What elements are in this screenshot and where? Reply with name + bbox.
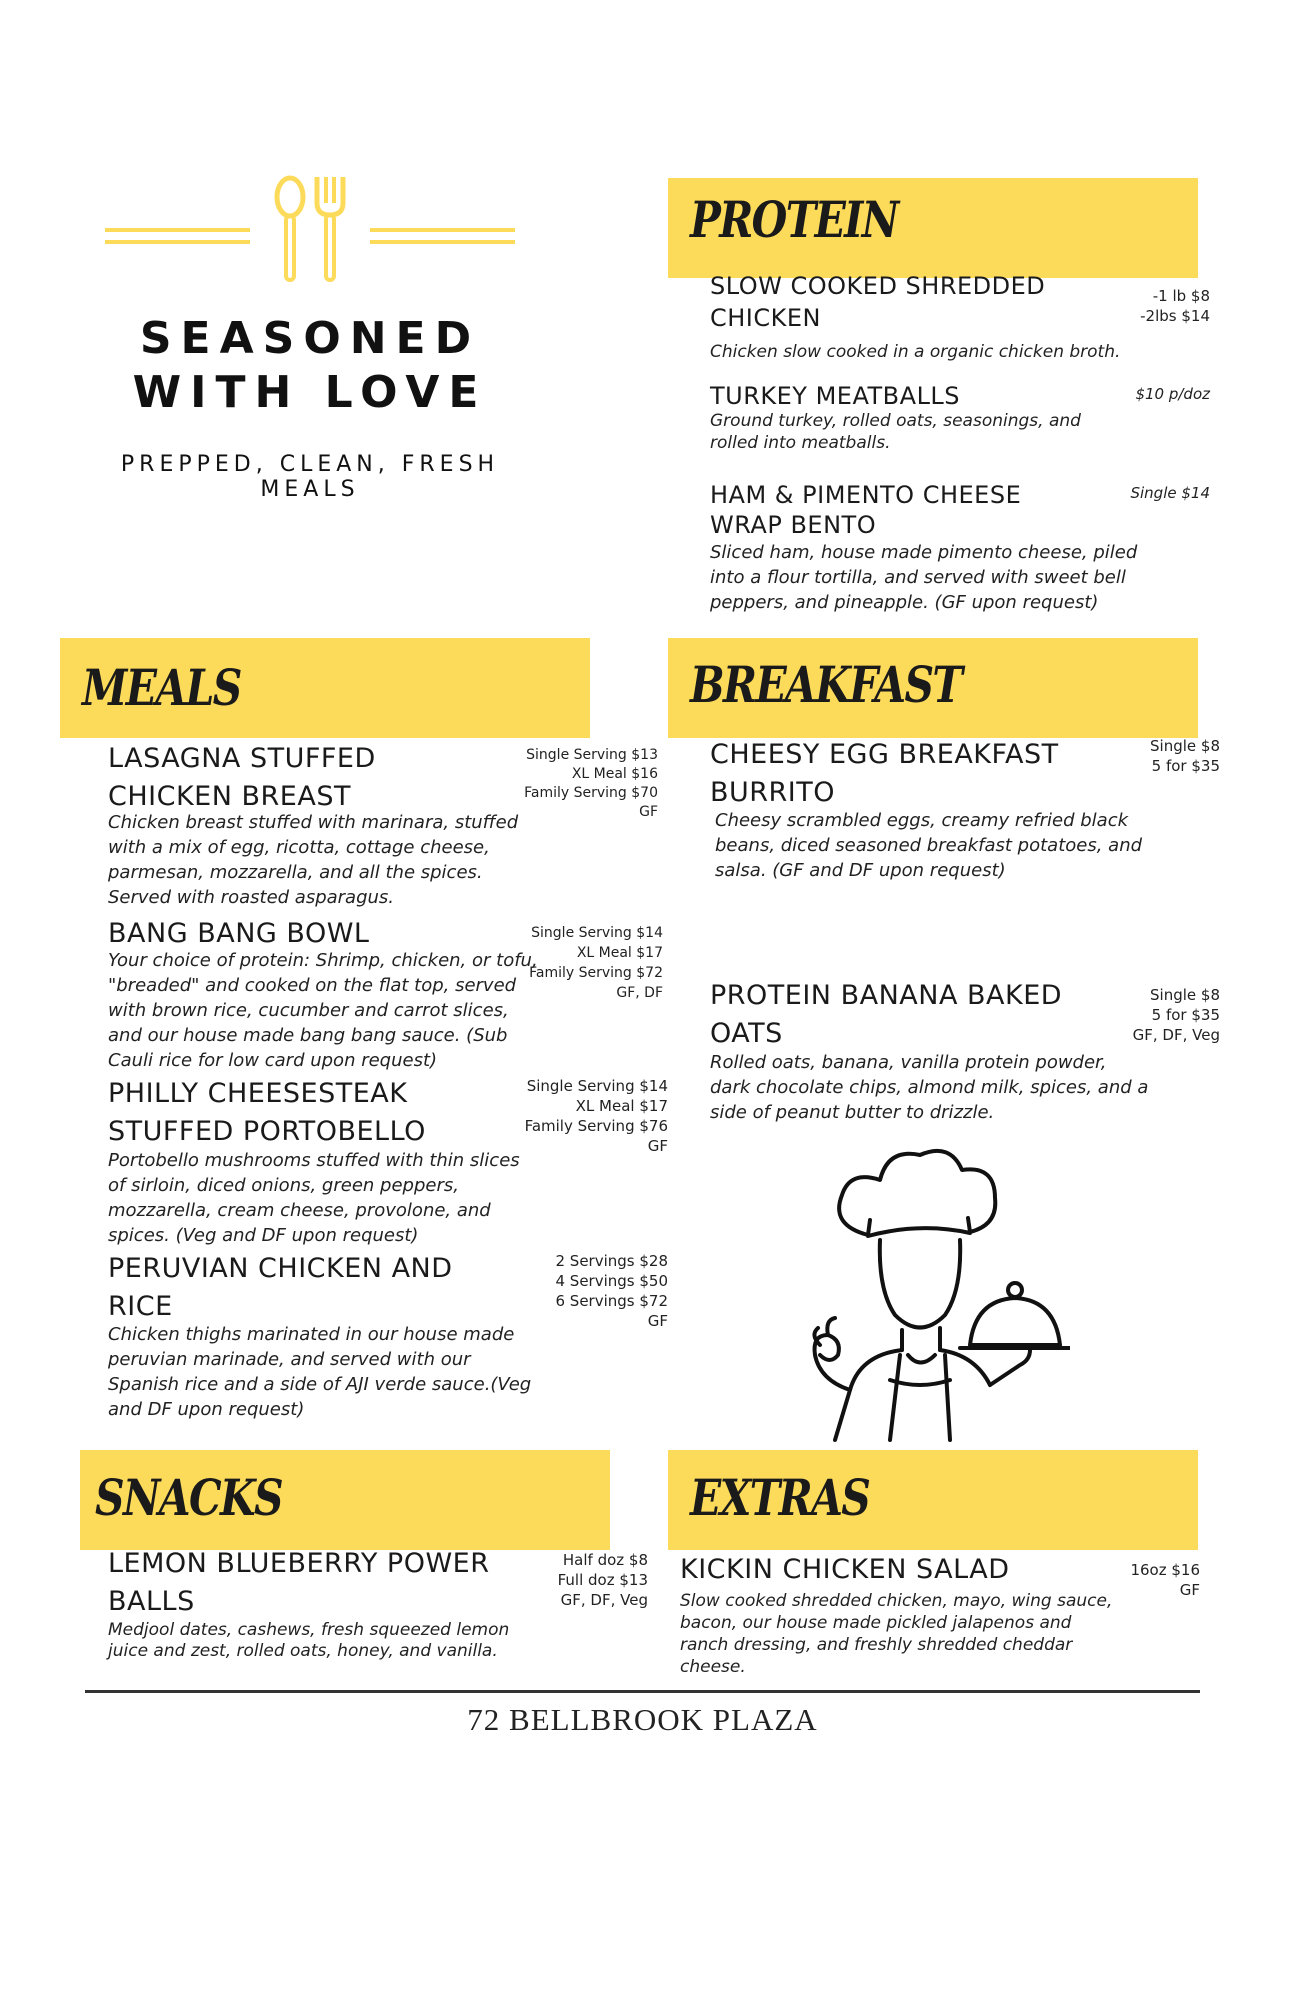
- menu-item-description: Ground turkey, rolled oats, seasonings, and rolled into meatballs.: [710, 411, 1081, 453]
- menu-item-description: Cheesy scrambled eggs, creamy refried black beans, diced seasoned breakfast potatoes, and salsa. (GF and DF upon request): [715, 810, 1143, 881]
- menu-item-description: Sliced ham, house made pimento cheese, piled into a flour tortilla, and served with sweet bell peppers, and pineapple. (GF upon request): [710, 542, 1138, 613]
- menu-item-name: KICKIN CHICKEN SALAD: [680, 1554, 1010, 1585]
- menu-item-price: Single Serving $13 XL Meal $16 Family Serving $70 GF: [524, 747, 658, 820]
- menu-item-name: PHILLY CHEESESTEAK STUFFED PORTOBELLO: [108, 1078, 426, 1147]
- menu-item-description: Chicken thighs marinated in our house made peruvian marinade, and served with our Spanish rice and a side of AJI verde sauce.(Veg and DF upon request): [108, 1324, 532, 1420]
- footer-divider: [85, 1690, 1200, 1693]
- brand-name: SEASONED WITH LOVE: [132, 313, 488, 418]
- menu-item-description: Slow cooked shredded chicken, mayo, wing sauce, bacon, our house made pickled jalapenos and ranch dressing, and freshly shredded cheddar cheese.: [680, 1591, 1113, 1677]
- menu-item-name: PROTEIN BANANA BAKED OATS: [710, 980, 1063, 1049]
- menu-item-price: Single $14: [1130, 484, 1210, 502]
- menu-item-price: $10 p/doz: [1135, 385, 1210, 403]
- menu-item-description: Rolled oats, banana, vanilla protein powder, dark chocolate chips, almond milk, spices, and a side of peanut butter to drizzle.: [710, 1052, 1149, 1123]
- menu-item-description: Chicken slow cooked in a organic chicken broth.: [710, 342, 1121, 362]
- menu-item-price: Single $8 5 for $35: [1150, 737, 1220, 775]
- menu-item-name: LASAGNA STUFFED CHICKEN BREAST: [108, 743, 376, 812]
- chef-illustration: [790, 1140, 1070, 1450]
- menu-item-name: LEMON BLUEBERRY POWER BALLS: [108, 1548, 490, 1617]
- menu-item-price: 2 Servings $28 4 Servings $50 6 Servings $72 GF: [555, 1252, 668, 1330]
- menu-item-description: Portobello mushrooms stuffed with thin slices of sirloin, diced onions, green peppers, mozzarella, cream cheese, provolone, and spices. (Veg and DF upon request): [108, 1150, 520, 1246]
- menu-item-price: Single Serving $14 XL Meal $17 Family Serving $72 GF, DF: [529, 925, 663, 1001]
- menu-item-description: Medjool dates, cashews, fresh squeezed lemon juice and zest, rolled oats, honey, and vanilla.: [108, 1620, 510, 1661]
- menu-item-price: Single $8 5 for $35 GF, DF, Veg: [1132, 986, 1220, 1044]
- menu-item-description: Your choice of protein: Shrimp, chicken, or tofu, "breaded" and cooked on the flat top, served with brown rice, cucumber and carrot slices, and our house made bang bang sauce. (Sub Cauli rice for low card upon request): [108, 950, 538, 1071]
- spoon-icon: [272, 175, 308, 283]
- brand-tagline: PREPPED, CLEAN, FRESH MEALS: [120, 452, 500, 502]
- menu-item-name: SLOW COOKED SHREDDED CHICKEN: [710, 272, 1046, 332]
- menu-item-name: CHEESY EGG BREAKFAST BURRITO: [710, 739, 1059, 808]
- footer-address: 72 BELLBROOK PLAZA: [467, 1702, 818, 1737]
- menu-item-name: PERUVIAN CHICKEN AND RICE: [108, 1253, 453, 1322]
- menu-item-price: Half doz $8 Full doz $13 GF, DF, Veg: [557, 1551, 648, 1609]
- menu-item-price: 16oz $16 GF: [1130, 1561, 1200, 1599]
- menu-item-price: -1 lb $8 -2lbs $14: [1140, 287, 1210, 325]
- protein-section-title: PROTEIN: [690, 190, 898, 249]
- menu-item-name: TURKEY MEATBALLS: [710, 382, 961, 410]
- meals-section-title: MEALS: [82, 658, 241, 717]
- fork-icon: [312, 175, 348, 283]
- menu-item-name: BANG BANG BOWL: [108, 918, 370, 949]
- logo-line-left: [105, 228, 250, 244]
- menu-item-price: Single Serving $14 XL Meal $17 Family Serving $76 GF: [524, 1077, 668, 1155]
- logo-line-right: [370, 228, 515, 244]
- menu-item-description: Chicken breast stuffed with marinara, stuffed with a mix of egg, ricotta, cottage cheese, parmesan, mozzarella, and all the spices. Served with roasted asparagus.: [108, 812, 519, 908]
- menu-item-name: HAM & PIMENTO CHEESE WRAP BENTO: [710, 481, 1022, 539]
- extras-section-title: EXTRAS: [690, 1468, 870, 1527]
- breakfast-section-title: BREAKFAST: [690, 655, 962, 714]
- snacks-section-title: SNACKS: [95, 1468, 282, 1527]
